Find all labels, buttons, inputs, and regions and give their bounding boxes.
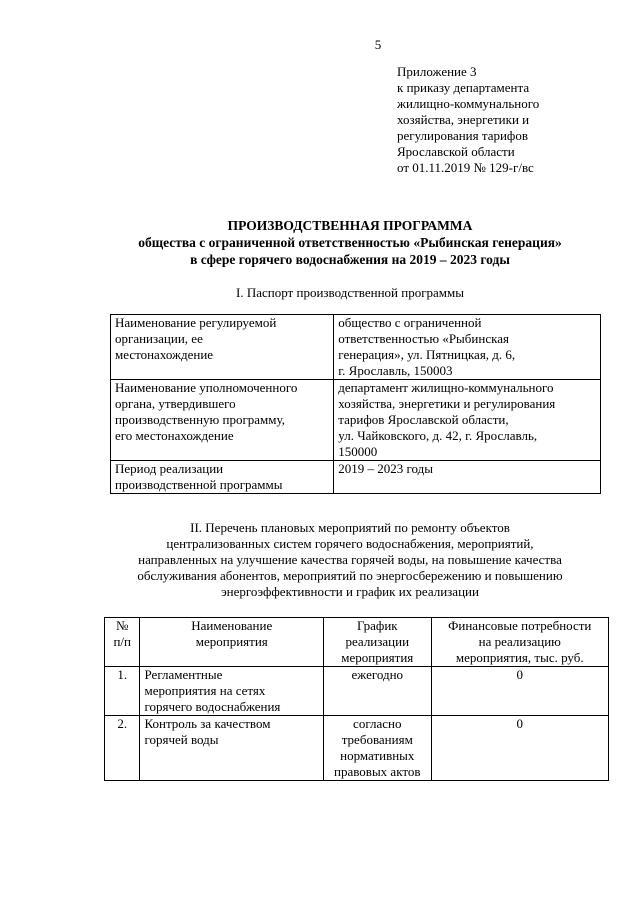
table-row — [105, 667, 609, 716]
cell-line: требованиям — [341, 732, 413, 747]
cell-line: горячего водоснабжения — [144, 699, 281, 714]
activities-table — [104, 617, 609, 781]
cell-line: мероприятия — [341, 650, 414, 665]
column-header-name — [140, 618, 324, 667]
cell-line: общество с ограниченной — [338, 315, 482, 330]
cell-line: мероприятия, тыс. руб. — [455, 650, 584, 665]
table-cell-value — [334, 461, 601, 494]
cell-line: 150000 — [338, 444, 378, 459]
table-row — [111, 380, 601, 461]
appendix-line: регулирования тарифов — [397, 128, 528, 143]
appendix-line: от 01.11.2019 № 129-г/вс — [397, 160, 534, 175]
cell-line: Наименование регулируемой — [115, 315, 277, 330]
cell-line: 2019 – 2023 годы — [338, 461, 434, 476]
column-header-schedule — [324, 618, 431, 667]
cell-line: Период реализации — [115, 461, 224, 476]
cell-line: местонахождение — [115, 347, 214, 362]
cell-line: мероприятия на сетях — [144, 683, 266, 698]
cell-line: Наименование уполномоченного — [115, 380, 298, 395]
cell-line: согласно — [353, 716, 402, 731]
title-line: в сфере горячего водоснабжения на 2019 – 2023 годы — [190, 252, 510, 267]
heading-line: направленных на улучшение качества горячей воды, на повышение качества — [138, 552, 562, 567]
cell-line: его местонахождение — [115, 428, 234, 443]
cell-line: хозяйства, энергетики и регулирования — [338, 396, 556, 411]
cell-line: производственной программы — [115, 477, 283, 492]
cell-line: нормативных — [340, 748, 415, 763]
cell-line: организации, ее — [115, 331, 203, 346]
appendix-line: жилищно-коммунального — [397, 96, 540, 111]
table-cell-value — [334, 380, 601, 461]
row-finance: 0 — [431, 716, 608, 781]
column-header-number — [105, 618, 140, 667]
document-title — [60, 217, 640, 268]
appendix-block — [397, 64, 627, 176]
cell-line: ежегодно — [351, 667, 404, 682]
cell-line: производственную программу, — [115, 412, 285, 427]
row-name — [140, 716, 324, 781]
cell-line: на реализацию — [478, 634, 561, 649]
table-cell-label — [111, 315, 334, 380]
cell-line: горячей воды — [144, 732, 219, 747]
cell-line: реализации — [345, 634, 410, 649]
section2-heading — [60, 520, 640, 600]
page-number: 5 — [374, 37, 382, 52]
title-line: ПРОИЗВОДСТВЕННАЯ ПРОГРАММА — [227, 218, 473, 233]
cell-line: Финансовые потребности — [448, 618, 592, 633]
table-row — [111, 315, 601, 380]
row-number: 1. — [105, 667, 140, 716]
cell-line: Регламентные — [144, 667, 223, 682]
cell-line: г. Ярославль, 150003 — [338, 363, 453, 378]
cell-line: Контроль за качеством — [144, 716, 271, 731]
cell-line: Наименование — [191, 618, 273, 633]
appendix-line: к приказу департамента — [397, 80, 530, 95]
cell-line: ответственностью «Рыбинская — [338, 331, 509, 346]
row-schedule — [324, 716, 431, 781]
table-header-row — [105, 618, 609, 667]
cell-line: органа, утвердившего — [115, 396, 236, 411]
table-row — [105, 716, 609, 781]
table-cell-value — [334, 315, 601, 380]
cell-line: ул. Чайковского, д. 42, г. Ярославль, — [338, 428, 538, 443]
cell-line: тарифов Ярославской области, — [338, 412, 509, 427]
heading-line: обслуживания абонентов, мероприятий по энергосбережению и повышению — [137, 568, 563, 583]
cell-line: правовых актов — [334, 764, 421, 779]
appendix-line: Приложение 3 — [397, 64, 477, 79]
section1-heading: I. Паспорт производственной программы — [236, 285, 464, 300]
heading-line: энергоэффективности и график их реализации — [221, 584, 479, 599]
cell-line: генерация», ул. Пятницкая, д. 6, — [338, 347, 516, 362]
table-cell-label — [111, 461, 334, 494]
cell-line: График — [356, 618, 398, 633]
appendix-line: Ярославской области — [397, 144, 515, 159]
row-finance: 0 — [431, 667, 608, 716]
cell-line: мероприятия — [195, 634, 268, 649]
passport-table — [110, 314, 601, 494]
cell-line: п/п — [113, 634, 131, 649]
cell-line: департамент жилищно-коммунального — [338, 380, 554, 395]
table-cell-label — [111, 380, 334, 461]
row-schedule — [324, 667, 431, 716]
table-row — [111, 461, 601, 494]
column-header-finance — [431, 618, 608, 667]
row-number: 2. — [105, 716, 140, 781]
title-line: общества с ограниченной ответственностью «Рыбинская генерация» — [138, 235, 562, 250]
row-name — [140, 667, 324, 716]
heading-line: централизованных систем горячего водоснабжения, мероприятий, — [166, 536, 534, 551]
heading-line: II. Перечень плановых мероприятий по ремонту объектов — [190, 520, 510, 535]
cell-line: № — [116, 618, 129, 633]
appendix-line: хозяйства, энергетики и — [397, 112, 530, 127]
